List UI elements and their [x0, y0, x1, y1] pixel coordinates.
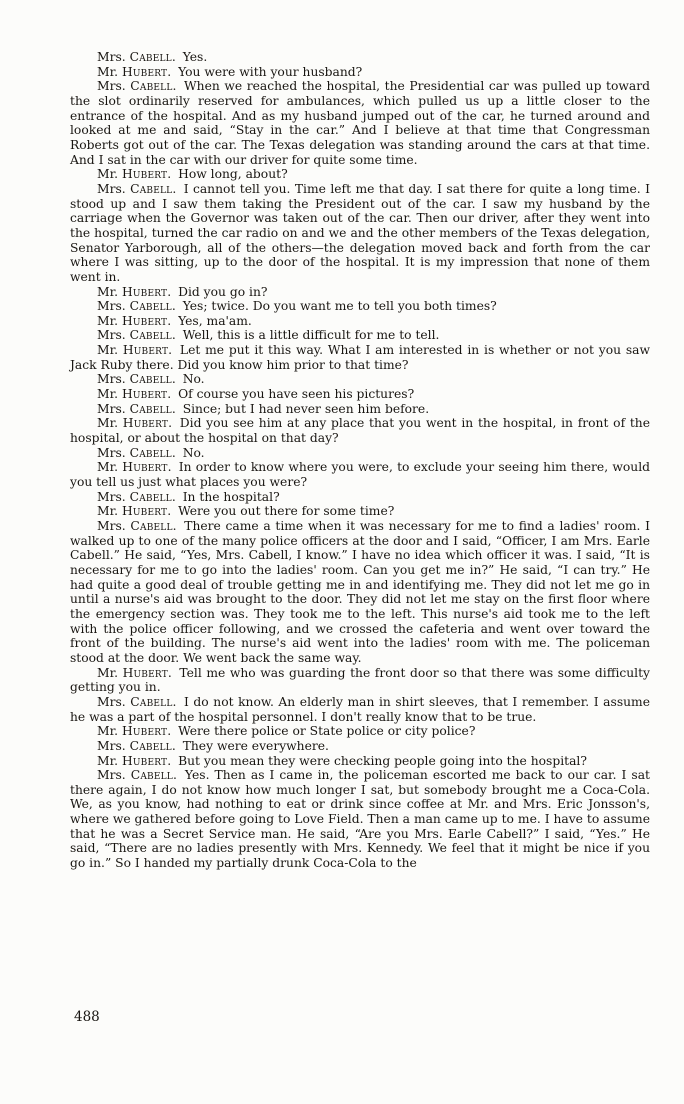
speech-text: I cannot tell you. Time left me that day. I sat there for quite a long time. I stood up and I saw them taking the President out of the car. I saw my husband by the carriage when the Governor was taken out of the car. Then our driver, after they went into the hospital, turned the car radio on and we and the other members of the Texas delegation, Senator Yarborough, all of the others—the delegation moved back and forth from the car where I was sitting, up to the door of the hospital. It is my impression that none of them went in. — [70, 181, 650, 284]
speaker-name: Hubert — [122, 343, 169, 358]
transcript-paragraph — [70, 490, 650, 505]
transcript-paragraph — [70, 666, 650, 695]
transcript-paragraph — [70, 182, 650, 285]
speaker-label: Mr. Hubert. — [97, 460, 172, 475]
speaker-name: Cabell — [130, 768, 173, 783]
transcript-paragraph — [70, 695, 650, 724]
transcript-paragraph — [70, 460, 650, 489]
speech-text: Yes, ma'am. — [174, 313, 252, 328]
speaker-name: Hubert — [121, 504, 168, 519]
speaker-name: Cabell — [129, 445, 172, 460]
transcript-paragraph — [70, 343, 650, 372]
speech-text: Did you go in? — [174, 284, 268, 299]
speaker-name: Hubert — [122, 460, 168, 475]
transcript-body — [70, 50, 650, 871]
speaker-label: Mrs. Cabell. — [97, 489, 176, 504]
speaker-label: Mrs. Cabell. — [97, 768, 177, 783]
transcript-paragraph — [70, 754, 650, 769]
speaker-label: Mr. Hubert. — [97, 284, 172, 299]
speaker-name: Hubert — [121, 753, 168, 768]
speaker-name: Hubert — [121, 313, 168, 328]
speech-text: Well, this is a little difficult for me to tell. — [178, 328, 440, 343]
transcript-paragraph — [70, 446, 650, 461]
speech-text: You were with your husband? — [174, 64, 363, 79]
speaker-name: Cabell — [129, 401, 172, 416]
speech-text: Tell me who was guarding the front door so that there was some difficulty getting you in. — [70, 665, 651, 695]
speaker-label: Mrs. Cabell. — [97, 181, 177, 196]
speaker-label: Mr. Hubert. — [97, 387, 172, 402]
transcript-paragraph — [70, 724, 650, 739]
speech-text: There came a time when it was necessary for me to find a ladies' room. I walked up to one of the many police officers at the door and I said, “Officer, I am Mrs. Earle Cabell.” He said, “Yes, Mrs. Cabell, I know.” I have no idea which officer it was. I said, “It is necessary for me to go into the ladies' room. Can you get me in?” He said, “I can try.” He had quite a good deal of trouble getting me in and identifying me. They did not let me go in until a nurse's aid was brought to the door. They did not let me stay on the first floor where the emergency section was. They took me to the left. This nurse's aid took me to the left with the police officer following, and we crossed the cafeteria and went over toward the front of the building. The nurse's aid went into the ladies' room with me. The policeman stood at the door. We went back the same way. — [70, 519, 650, 665]
speech-text: Yes. — [178, 50, 208, 64]
speaker-name: Cabell — [130, 79, 173, 94]
speaker-name: Cabell — [130, 694, 173, 709]
speaker-label: Mr. Hubert. — [97, 313, 172, 328]
speaker-label: Mr. Hubert. — [97, 724, 172, 739]
speaker-label: Mr. Hubert. — [97, 416, 173, 431]
speech-text: Let me put it this way. What I am interested in is whether or not you saw Jack Ruby there. Did you know him prior to that time? — [70, 343, 650, 372]
speaker-name: Cabell — [129, 299, 172, 314]
transcript-paragraph — [70, 79, 650, 167]
transcript-paragraph — [70, 299, 650, 314]
speaker-name: Hubert — [121, 724, 168, 739]
speaker-label: Mrs. Cabell. — [97, 50, 176, 64]
transcript-paragraph — [70, 285, 650, 300]
speaker-label: Mrs. Cabell. — [97, 401, 176, 416]
speaker-name: Hubert — [121, 284, 168, 299]
transcript-paragraph — [70, 387, 650, 402]
speaker-name: Hubert — [121, 167, 168, 182]
speech-text: How long, about? — [174, 167, 288, 182]
speaker-name: Cabell — [129, 328, 172, 343]
transcript-paragraph — [70, 768, 650, 871]
speaker-name: Hubert — [121, 64, 168, 79]
transcript-paragraph — [70, 328, 650, 343]
speech-text: No. — [178, 445, 205, 460]
speaker-label: Mrs. Cabell. — [97, 328, 176, 343]
transcript-paragraph — [70, 416, 650, 445]
speech-text: Were you out there for some time? — [174, 504, 395, 519]
speaker-name: Hubert — [122, 416, 169, 431]
speech-text: But you mean they were checking people going into the hospital? — [174, 753, 587, 768]
transcript-paragraph — [70, 65, 650, 80]
speaker-label: Mrs. Cabell. — [97, 299, 176, 314]
speech-text: In order to know where you were, to exclude your seeing him there, would you tell us just what places you were? — [70, 460, 651, 490]
speech-text: Since; but I had never seen him before. — [178, 401, 430, 416]
transcript-paragraph — [70, 402, 650, 417]
speech-text: When we reached the hospital, the Presidential car was pulled up toward the slot ordinarily reserved for ambulances, which pulled us up a little closer to the entrance of the hospital. And as my husband jumped out of the car, he turned around and looked at me and said, “Stay in the car.” And I believe at that time that Congressman Roberts got out of the car. The Texas delegation was standing around the cars at that time. And I sat in the car with our driver for quite some time. — [70, 79, 650, 167]
speaker-label: Mr. Hubert. — [97, 343, 173, 358]
speaker-label: Mrs. Cabell. — [97, 445, 176, 460]
speaker-label: Mrs. Cabell. — [97, 738, 176, 753]
transcript-paragraph — [70, 372, 650, 387]
page-number: 488 — [74, 1009, 100, 1025]
speaker-name: Cabell — [130, 181, 173, 196]
speech-text: Were there police or State police or city police? — [174, 724, 476, 739]
speech-text: Yes. Then as I came in, the policeman escorted me back to our car. I sat there again, I do not know how much longer I sat, but somebody brought me a Coca-Cola. We, as you know, had nothing to eat or drink since coffee at Mr. and Mrs. Eric Jonsson's, where we gathered before going to Love Field. Then a man came up to me. I have to assume that he was a Secret Service man. He said, “Are you Mrs. Earle Cabell?” I said, “Yes.” He said, “There are no ladies presently with Mrs. Kennedy. We feel that it might be nice if you go in.” So I handed my partially drunk Coca-Cola to the — [70, 768, 650, 871]
speech-text: Did you see him at any place that you went in the hospital, in front of the hospital, or about the hospital on that day? — [70, 416, 650, 446]
speaker-label: Mrs. Cabell. — [97, 372, 176, 387]
speaker-label: Mr. Hubert. — [97, 753, 172, 768]
transcript-paragraph — [70, 314, 650, 329]
speech-text: They were everywhere. — [178, 738, 329, 753]
speech-text: Of course you have seen his pictures? — [174, 387, 415, 402]
speaker-label: Mrs. Cabell. — [97, 519, 177, 533]
speech-text: Yes; twice. Do you want me to tell you both times? — [178, 299, 497, 314]
speech-text: No. — [178, 372, 205, 387]
speaker-label: Mrs. Cabell. — [97, 694, 177, 709]
transcript-paragraph — [70, 504, 650, 519]
speaker-name: Cabell — [129, 738, 172, 753]
transcript-paragraph — [70, 519, 650, 666]
transcript-paragraph — [70, 167, 650, 182]
speech-text: In the hospital? — [178, 489, 280, 504]
speaker-label: Mr. Hubert. — [97, 64, 172, 79]
speaker-label: Mr. Hubert. — [97, 665, 172, 680]
transcript-paragraph — [70, 50, 650, 65]
transcript-paragraph — [70, 739, 650, 754]
speaker-label: Mr. Hubert. — [97, 504, 172, 519]
speaker-name: Hubert — [122, 665, 168, 680]
speaker-name: Cabell — [129, 372, 172, 387]
speaker-name: Cabell — [130, 519, 173, 533]
speaker-name: Cabell — [129, 50, 172, 64]
speaker-label: Mrs. Cabell. — [97, 79, 177, 94]
speaker-label: Mr. Hubert. — [97, 167, 172, 182]
speech-text: I do not know. An elderly man in shirt sleeves, that I remember. I assume he was a part of the hospital personnel. I don't really know that to be true. — [70, 694, 650, 724]
speaker-name: Cabell — [129, 489, 172, 504]
speaker-name: Hubert — [121, 387, 168, 402]
